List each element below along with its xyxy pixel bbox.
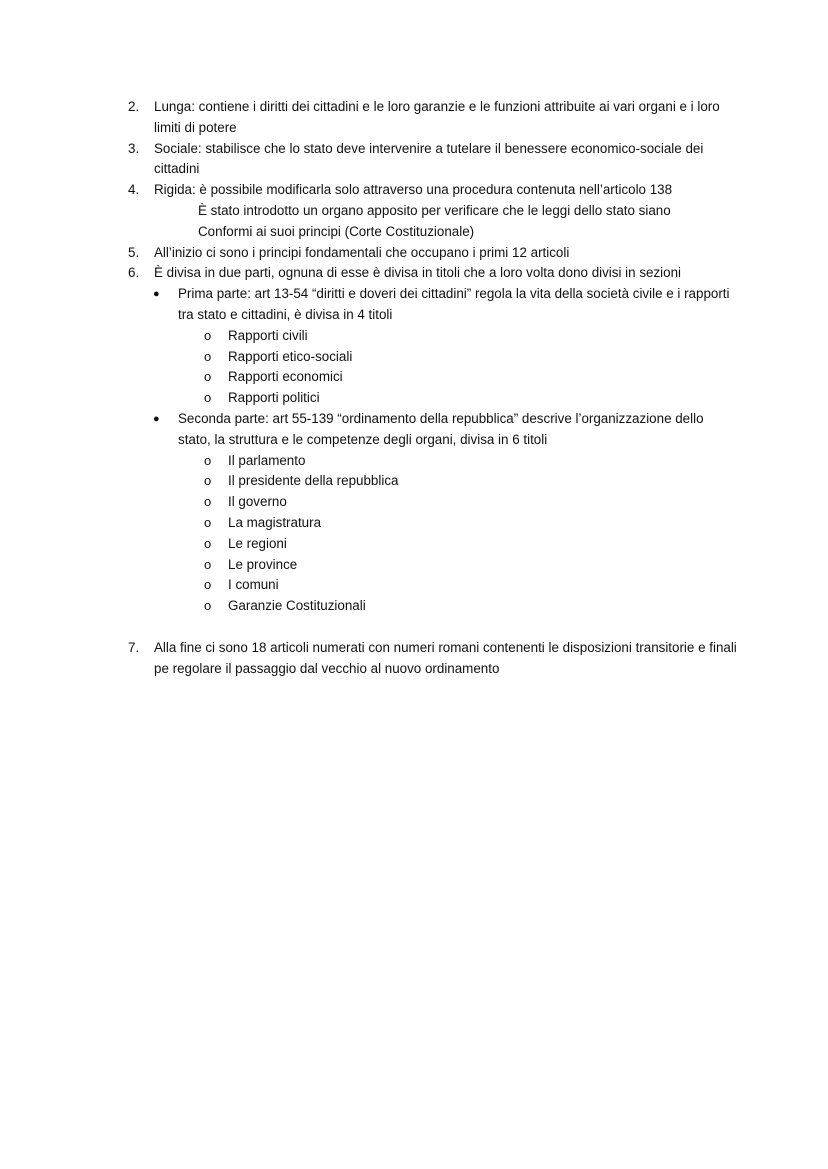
sub-item-text: Rapporti civili (228, 327, 308, 343)
sub-item-text: Le regioni (228, 535, 287, 551)
list-item-6 (128, 263, 738, 284)
sub-item (128, 513, 738, 534)
list-text: Alla fine ci sono 18 articoli numerati con numeri romani contenenti le disposizioni transitorie e finali pe regolare il passaggio dal vecchio al nuovo ordinamento (154, 639, 737, 676)
list-number: 3. (128, 140, 140, 156)
bullet-text: Seconda parte: art 55-139 “ordinamento della repubblica” descrive l’organizzazione dello stato, la struttura e le competenze degli organi, divisa in 6 titoli (178, 410, 704, 447)
list-item-2 (128, 97, 738, 139)
sub-item (128, 575, 738, 596)
list-number: 4. (128, 182, 140, 198)
blank-line (128, 617, 738, 638)
circle-bullet-icon: o (204, 348, 212, 364)
list-item-5 (128, 243, 738, 264)
circle-bullet-icon: o (204, 577, 212, 593)
sub-item-text: Rapporti etico-sociali (228, 348, 353, 364)
list-number: 7. (128, 639, 140, 655)
list-text: Lunga: contiene i diritti dei cittadini e le loro garanzie e le funzioni attribuite ai vari organi e i loro limiti di potere (154, 99, 720, 135)
sub-item (128, 388, 738, 409)
bullet-item-prima-parte (128, 284, 738, 326)
list-item-7 (128, 638, 738, 680)
circle-bullet-icon: o (204, 535, 212, 551)
list-number: 6. (128, 265, 140, 281)
circle-bullet-icon: o (204, 369, 212, 385)
list-item-3 (128, 139, 738, 181)
circle-bullet-icon: o (204, 473, 212, 489)
circle-bullet-icon: o (204, 598, 212, 614)
sub-item (128, 555, 738, 576)
sub-item (128, 326, 738, 347)
sub-item (128, 492, 738, 513)
sub-item-text: Garanzie Costituzionali (228, 598, 366, 614)
sub-item (128, 471, 738, 492)
sub-item-text: Il governo (228, 494, 287, 510)
list-note: È stato introdotto un organo apposito per verificare che le leggi dello stato siano (198, 202, 671, 218)
document-body (128, 97, 738, 679)
sub-item (128, 596, 738, 617)
sub-item-text: La magistratura (228, 514, 322, 530)
circle-bullet-icon: o (204, 494, 212, 510)
sub-item-text: Rapporti economici (228, 369, 343, 385)
list-text: Rigida: è possibile modificarla solo attraverso una procedura contenuta nell’articolo 138 (154, 182, 673, 198)
circle-bullet-icon: o (204, 390, 212, 406)
sub-item-text: Il presidente della repubblica (228, 473, 399, 489)
circle-bullet-icon: o (204, 556, 212, 572)
bullet-icon: ● (153, 288, 160, 301)
list-number: 2. (128, 99, 140, 114)
sub-item-text: Rapporti politici (228, 390, 320, 406)
circle-bullet-icon: o (204, 327, 212, 343)
circle-bullet-icon: o (204, 452, 212, 468)
bullet-text: Prima parte: art 13-54 “diritti e doveri dei cittadini” regola la vita della società civile e i rapporti tra stato e cittadini, è divisa in 4 titoli (178, 286, 730, 322)
sub-item (128, 534, 738, 555)
sub-item-text: I comuni (228, 577, 279, 593)
sub-item (128, 451, 738, 472)
list-text: È divisa in due parti, ognuna di esse è divisa in titoli che a loro volta dono divisi in sezioni (154, 265, 682, 281)
circle-bullet-icon: o (204, 514, 212, 530)
sub-item-text: Il parlamento (228, 452, 306, 468)
list-number: 5. (128, 244, 140, 260)
list-note: Conformi ai suoi principi (Corte Costituzionale) (198, 223, 475, 239)
sub-item (128, 347, 738, 368)
list-text: Sociale: stabilisce che lo stato deve intervenire a tutelare il benessere economico-sociale dei cittadini (154, 140, 704, 177)
sub-item-text: Le province (228, 556, 298, 572)
list-item-4 (128, 180, 738, 242)
bullet-item-seconda-parte (128, 409, 738, 451)
sub-item (128, 367, 738, 388)
bullet-icon: ● (153, 412, 160, 425)
list-text: All’inizio ci sono i principi fondamentali che occupano i primi 12 articoli (154, 244, 570, 260)
